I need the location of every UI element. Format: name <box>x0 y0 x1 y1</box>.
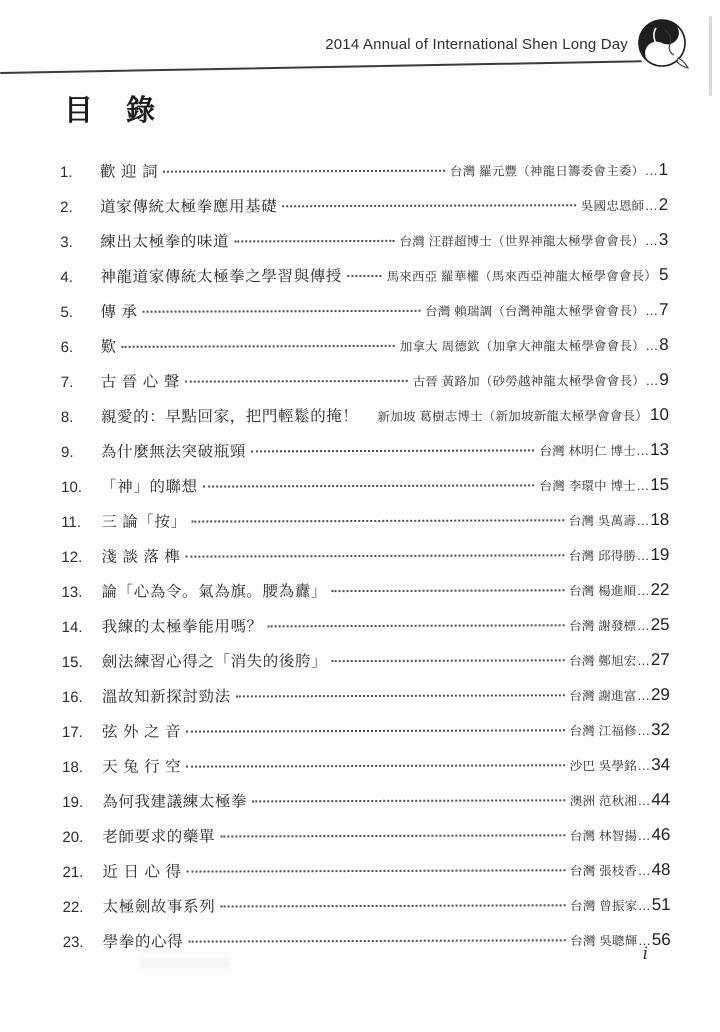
toc-entry-author: 台灣 江福修 <box>569 724 637 739</box>
page-title: 目 錄 <box>64 95 158 127</box>
toc-entry-separator: ... <box>638 933 651 949</box>
toc-entry-separator: ... <box>637 723 651 739</box>
toc-entry-page-number: 27 <box>650 649 670 670</box>
toc-entry-title: 三 論「按」 <box>101 513 187 531</box>
toc-entry-row <box>60 299 668 324</box>
toc-entry-page-number: 22 <box>650 579 670 600</box>
toc-entry-author: 台灣 賴瑞調（台灣神龍太極學會會長） <box>425 304 645 319</box>
toc-entry-title: 親愛的：早點回家，把門輕鬆的掩！ <box>100 408 359 426</box>
toc-entry-title: 弦 外 之 音 <box>101 723 182 741</box>
toc-entry-row <box>62 614 670 639</box>
toc-entry-separator: ... <box>637 618 650 634</box>
toc-dot-leader <box>234 240 394 243</box>
toc-entry-page-number: 5 <box>658 264 669 284</box>
toc-entry-number: 13. <box>61 583 83 602</box>
toc-entry-number: 22. <box>62 898 84 917</box>
toc-entry-separator: ... <box>636 478 650 494</box>
toc-entry-row <box>60 159 668 184</box>
toc-entry-page-number: 3 <box>658 229 669 249</box>
toc-entry-number: 21. <box>62 863 84 882</box>
toc-entry-number: 3. <box>60 234 73 252</box>
toc-entry-author: 台灣 吳萬壽 <box>568 514 637 529</box>
toc-entry-row <box>62 649 670 674</box>
toc-entry-title: 為什麼無法突破瓶頸 <box>100 443 246 461</box>
toc-entry-separator: ... <box>637 583 650 599</box>
toc-entry-row <box>62 754 670 779</box>
toc-entry-author: 沙巴 吳學銘 <box>569 759 637 774</box>
toc-entry-separator: ... <box>645 197 658 214</box>
toc-entry-title: 為何我建議練太極拳 <box>102 793 248 811</box>
toc-entry-page-number: 32 <box>651 719 671 740</box>
scan-noise-smudge <box>140 958 230 968</box>
toc-entry-page-number: 19 <box>650 544 670 565</box>
toc-entry-page-number: 15 <box>650 474 670 495</box>
toc-entry-title: 學拳的心得 <box>102 933 184 951</box>
toc-dot-leader <box>163 170 445 173</box>
toc-entry-separator: ... <box>637 653 650 669</box>
toc-entry-separator: ... <box>645 162 658 179</box>
toc-entry-separator: ... <box>645 337 659 354</box>
toc-entry-page-number: 13 <box>650 439 670 460</box>
toc-entry-page-number: 51 <box>651 894 671 915</box>
toc-dot-leader <box>251 449 535 452</box>
toc-entry-number: 23. <box>62 933 84 952</box>
toc-entry-number: 7. <box>60 374 74 392</box>
toc-entry-author: 台灣 林明仁 博士 <box>539 444 636 459</box>
toc-dot-leader <box>220 834 565 837</box>
toc-entry-author: 台灣 謝發標 <box>569 619 637 634</box>
toc-entry-page-number: 9 <box>659 369 669 389</box>
toc-entry-number: 11. <box>61 513 82 532</box>
toc-entry-author: 台灣 楊進順 <box>569 584 637 599</box>
toc-entry-page-number: 34 <box>651 754 671 775</box>
toc-entry-title: 劍法練習心得之「消失的後胯」 <box>101 653 328 671</box>
toc-entry-author: 台灣 汪群超博士（世界神龍太極學會會長） <box>399 234 645 249</box>
toc-entry-page-number: 8 <box>659 334 669 354</box>
toc-dot-leader <box>122 345 395 348</box>
toc-entry-number: 1. <box>60 164 73 182</box>
toc-entry-author: 馬來西亞 羅華權（馬來西亞神龍太極學會會長） <box>386 268 657 284</box>
toc-dot-leader <box>268 624 565 627</box>
toc-entry-author: 加拿大 周德欽（加拿大神龍太極學會會長） <box>399 339 645 354</box>
toc-entry-row <box>63 894 671 919</box>
toc-entry-row <box>61 544 669 569</box>
toc-entry-separator: ... <box>638 898 651 914</box>
toc-entry-number: 8. <box>60 409 74 427</box>
toc-dot-leader <box>332 659 564 662</box>
toc-entry-separator: ... <box>637 688 650 704</box>
toc-entry-author: 台灣 吳聰輝 <box>570 934 638 949</box>
toc-entry-author: 新加坡 葛樹志博士（新加坡新龍太極學會會長） <box>377 409 648 424</box>
toc-entry-author: 台灣 林智揚 <box>569 829 638 844</box>
toc-entry-author: 吳國忠恩師 <box>580 199 645 214</box>
toc-entry-number: 15. <box>61 653 83 672</box>
toc-entry-row <box>62 789 670 814</box>
toc-entry-title: 天 兔 行 空 <box>102 758 182 776</box>
toc-dot-leader <box>186 764 564 767</box>
toc-entry-row <box>61 579 669 604</box>
toc-entry-separator: ... <box>636 443 650 459</box>
toc-entry-page-number: 1 <box>658 159 669 179</box>
toc-dot-leader <box>187 869 565 872</box>
toc-entry-number: 12. <box>61 548 83 567</box>
toc-dot-leader <box>252 799 565 802</box>
toc-entry-separator: ... <box>638 828 651 844</box>
toc-entry-number: 16. <box>61 688 83 707</box>
toc-dot-leader <box>188 939 565 942</box>
header-divider-rule <box>0 60 642 74</box>
toc-dot-leader <box>192 519 564 522</box>
toc-dot-leader <box>282 204 576 207</box>
shen-long-yin-yang-logo-icon <box>632 18 696 70</box>
toc-dot-leader <box>143 310 421 313</box>
toc-entry-title: 論「心為令。氣為旗。腰為纛」 <box>101 583 327 601</box>
toc-entry-separator: ... <box>645 302 659 319</box>
toc-entry-page-number: 48 <box>651 859 671 880</box>
toc-entry-row <box>61 369 669 394</box>
toc-entry-author: 台灣 羅元豐（神龍日籌委會主委） <box>450 164 645 179</box>
toc-entry-title: 道家傳統太極拳應用基礎 <box>100 198 278 216</box>
toc-entry-author: 台灣 李環中 博士 <box>539 479 636 494</box>
toc-entry-number: 17. <box>61 723 83 742</box>
toc-entry-separator: ... <box>636 513 650 529</box>
toc-entry-row <box>62 824 670 849</box>
toc-entry-page-number: 56 <box>651 929 671 950</box>
toc-entry-separator: ... <box>637 793 651 809</box>
toc-entry-number: 14. <box>61 618 83 637</box>
toc-entry-row <box>61 334 669 359</box>
toc-entry-author: 台灣 張枝香 <box>570 864 638 879</box>
toc-entry-separator: ... <box>645 232 658 249</box>
toc-dot-leader <box>185 380 408 383</box>
toc-entry-row <box>61 439 669 464</box>
toc-entry-row <box>60 194 668 219</box>
toc-entry-page-number: 18 <box>650 509 670 530</box>
footer-page-number: i <box>642 944 648 964</box>
toc-entry-title: 淺 談 落 榫 <box>101 548 181 566</box>
toc-entry-title: 溫故知新探討勁法 <box>101 688 231 706</box>
toc-entry-separator: ... <box>645 372 659 389</box>
toc-entry-number: 18. <box>62 758 84 777</box>
toc-entry-separator: ... <box>637 548 650 564</box>
toc-entry-author: 古晉 黃路加（砂勞越神龍太極學會會長） <box>412 374 645 389</box>
toc-entry-number: 5. <box>60 304 74 322</box>
toc-entry-number: 19. <box>62 793 84 812</box>
table-of-contents <box>60 159 671 966</box>
toc-entry-row <box>62 859 670 884</box>
toc-entry-row <box>61 474 669 499</box>
toc-entry-number: 20. <box>62 828 84 847</box>
toc-entry-title: 歡 迎 詞 <box>100 163 159 181</box>
toc-entry-separator: ... <box>637 758 651 774</box>
toc-entry-title: 「神」的聯想 <box>101 478 198 496</box>
toc-dot-leader <box>347 275 382 277</box>
toc-entry-number: 10. <box>61 478 83 497</box>
toc-entry-page-number: 2 <box>658 194 669 214</box>
toc-dot-leader <box>332 589 564 592</box>
toc-dot-leader <box>186 554 564 557</box>
toc-entry-author: 台灣 謝進富 <box>569 689 637 704</box>
toc-entry-page-number: 44 <box>651 789 671 810</box>
toc-entry-number: 6. <box>60 339 74 357</box>
toc-entry-author: 澳洲 范秋湘 <box>569 794 637 809</box>
toc-dot-leader <box>203 484 535 487</box>
toc-entry-author: 台灣 曾振家 <box>570 899 638 914</box>
toc-entry-row <box>61 509 669 534</box>
toc-entry-author: 台灣 鄭旭宏 <box>569 654 637 669</box>
toc-entry-title: 古 晉 心 聲 <box>100 373 180 391</box>
toc-entry-row <box>63 929 671 954</box>
toc-entry-row <box>62 684 670 709</box>
toc-entry-title: 近 日 心 得 <box>102 863 182 881</box>
toc-entry-page-number: 10 <box>649 404 669 425</box>
journal-header-title: 2014 Annual of International Shen Long Day <box>325 36 628 53</box>
toc-entry-number: 2. <box>60 199 73 217</box>
toc-entry-row <box>62 719 670 744</box>
toc-dot-leader <box>220 904 565 907</box>
toc-entry-title: 練出太極拳的味道 <box>100 233 230 251</box>
toc-entry-title: 老師要求的藥單 <box>102 828 216 846</box>
toc-entry-title: 神龍道家傳統太極拳之學習與傳授 <box>100 268 342 286</box>
toc-entry-page-number: 29 <box>650 684 670 705</box>
toc-entry-row <box>61 404 669 429</box>
toc-entry-title: 傳 承 <box>100 303 138 321</box>
toc-entry-title: 太極劍故事系列 <box>102 898 216 916</box>
scan-edge-artifact <box>709 16 712 96</box>
toc-entry-row <box>60 264 668 289</box>
toc-entry-number: 4. <box>60 269 73 287</box>
toc-dot-leader <box>236 694 565 697</box>
toc-entry-row <box>60 229 668 254</box>
toc-entry-number: 9. <box>60 444 74 462</box>
toc-entry-page-number: 7 <box>659 299 669 319</box>
toc-entry-title: 我練的太極拳能用嗎？ <box>101 618 263 636</box>
toc-entry-title: 歎 <box>100 338 117 356</box>
toc-dot-leader <box>186 729 564 732</box>
toc-entry-separator: ... <box>638 863 651 879</box>
toc-entry-page-number: 25 <box>650 614 670 635</box>
toc-entry-author: 台灣 邱得勝 <box>568 549 637 564</box>
toc-entry-page-number: 46 <box>651 824 671 845</box>
